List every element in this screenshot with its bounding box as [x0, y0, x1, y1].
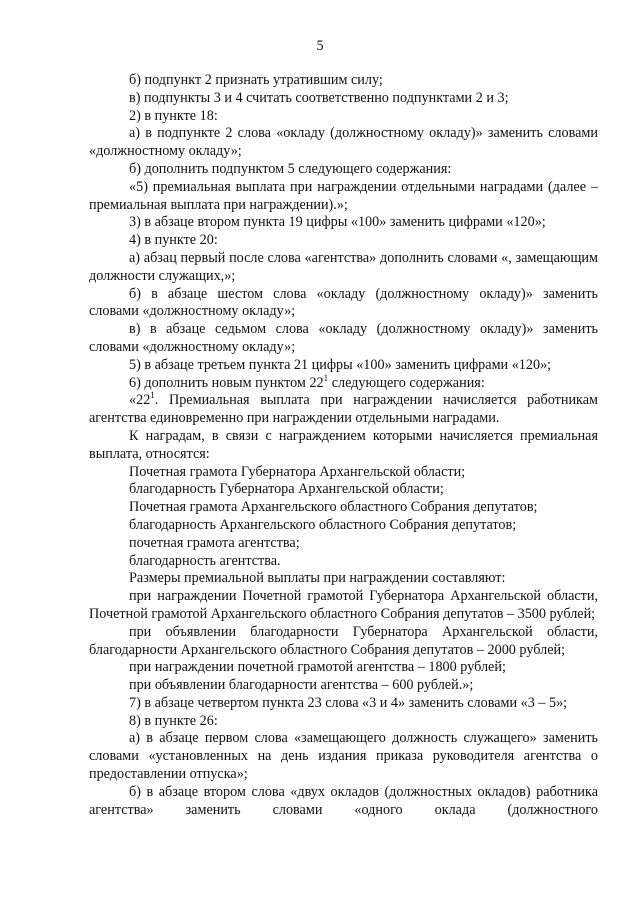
paragraph: а) абзац первый после слова «агентства» дополнить словами «, замещающим должности служащих,»;	[89, 249, 598, 284]
paragraph: в) в абзаце седьмом слова «окладу (должностному окладу)» заменить словами «должностному окладу»;	[89, 321, 598, 355]
text-fragment: «22	[129, 392, 151, 409]
paragraph: б) в абзаце шестом слова «окладу (должностному окладу)» заменить словами «должностному окладу»;	[89, 285, 598, 320]
paragraph: 4) в пункте 20:	[129, 232, 218, 249]
page-number: 5	[316, 38, 324, 54]
list-item: Почетная грамота Губернатора Архангельской области;	[129, 463, 466, 480]
paragraph: а) в подпункте 2 слова «окладу (должностному окладу)» заменить словами «должностному окладу»;	[89, 125, 598, 160]
paragraph: б) в абзаце втором слова «двух окладов (должностных окладов) работника агентства» заменить словами «одного оклада (должностного	[89, 783, 598, 818]
paragraph-new-point	[89, 372, 598, 393]
paragraph: при награждении Почетной грамотой Губернатора Архангельской области, Почетной грамотой Архангельского областного Собрания депутатов – 3500 рублей;	[89, 588, 598, 622]
list-item: благодарность агентства.	[129, 552, 281, 569]
paragraph: Размеры премиальной выплаты при награждении составляют:	[129, 570, 506, 587]
text-fragment: . Премиальная выплата при награждении начисляется работникам агентства единовременно при награждении отдельными наградами.	[89, 392, 598, 427]
paragraph-point-22-1	[89, 392, 598, 428]
list-item: почетная грамота агентства;	[129, 534, 300, 551]
list-item: благодарность Архангельского областного Собрания депутатов;	[129, 516, 517, 533]
text-fragment: 6) дополнить новым пунктом 22	[129, 374, 324, 391]
document-body	[89, 72, 598, 819]
superscript: 1	[150, 390, 155, 401]
paragraph: в) подпункты 3 и 4 считать соответственно подпунктами 2 и 3;	[129, 89, 509, 106]
list-item: Почетная грамота Архангельского областного Собрания депутатов;	[129, 499, 538, 516]
paragraph: при объявлении благодарности агентства – 600 рублей.»;	[129, 677, 474, 694]
paragraph: К наградам, в связи с награждением которыми начисляется премиальная выплата, относятся:	[89, 427, 598, 462]
paragraph: 3) в абзаце втором пункта 19 цифры «100» заменить цифрами «120»;	[129, 214, 546, 231]
paragraph: б) дополнить подпунктом 5 следующего содержания:	[129, 160, 452, 177]
superscript: 1	[323, 372, 329, 383]
paragraph: 2) в пункте 18:	[129, 107, 218, 124]
paragraph: 8) в пункте 26:	[129, 712, 218, 729]
list-item: благодарность Губернатора Архангельской области;	[129, 481, 444, 498]
paragraph: а) в абзаце первом слова «замещающего должность служащего» заменить словами «установленных на день издания приказа руководителя агентства о предоставлении отпуска»;	[89, 730, 598, 783]
paragraph: 7) в абзаце четвертом пункта 23 слова «3 и 4» заменить словами «3 – 5»;	[129, 694, 568, 711]
paragraph: 5) в абзаце третьем пункта 21 цифры «100» заменить цифрами «120»;	[129, 356, 552, 373]
paragraph: при награждении почетной грамотой агентства – 1800 рублей;	[129, 659, 506, 676]
paragraph: б) подпункт 2 признать утратившим силу;	[129, 72, 383, 88]
paragraph: при объявлении благодарности Губернатора Архангельской области, благодарности Архангельского областного Собрания депутатов – 2000 рублей;	[89, 623, 598, 658]
paragraph: «5) премиальная выплата при награждении отдельными наградами (далее – премиальная выплата при награждении).»;	[89, 178, 598, 213]
text-fragment: следующего содержания:	[328, 374, 485, 391]
